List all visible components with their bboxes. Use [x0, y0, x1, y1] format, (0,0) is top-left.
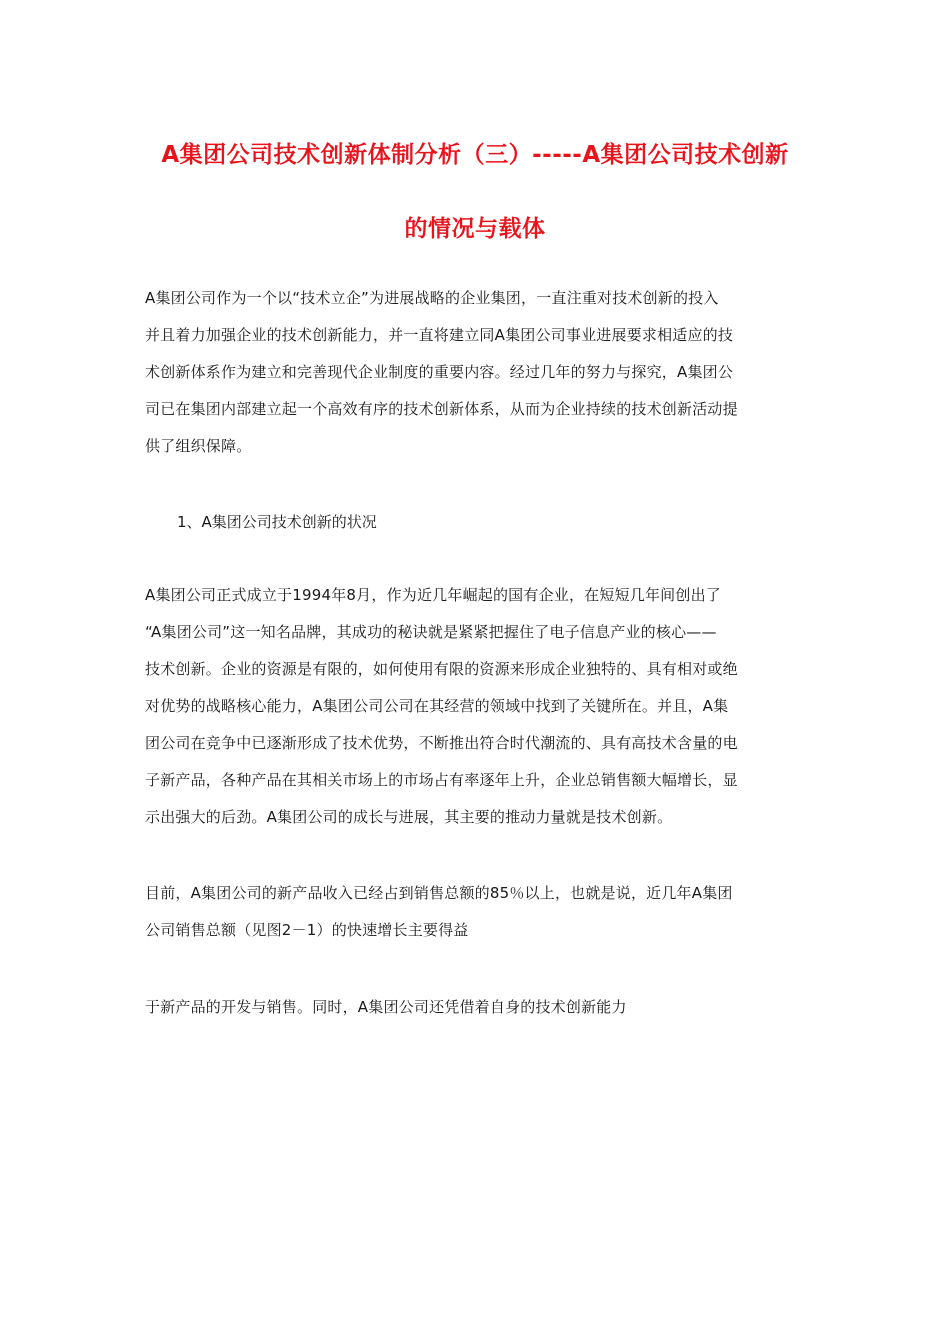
- section-heading: 1、A集团公司技术创新的状况: [177, 513, 377, 531]
- paragraph-intro: [145, 280, 813, 465]
- paragraph-line: 于新产品的开发与销售。同时，A集团公司还凭借着自身的技术创新能力: [145, 998, 627, 1016]
- paragraph-revenue: [145, 875, 813, 949]
- paragraph-line: 并且着力加强企业的技术创新能力，并一直将建立同A集团公司事业进展要求相适应的技: [145, 326, 734, 344]
- paragraph-line: 目前，A集团公司的新产品收入已经占到销售总额的85％以上，也就是说，近几年A集团: [145, 884, 733, 902]
- paragraph-line: “A集团公司”这一知名品牌，其成功的秘诀就是紧紧把握住了电子信息产业的核心——: [145, 623, 717, 641]
- paragraph-line: 公司销售总额（见图2－1）的快速增长主要得益: [145, 921, 469, 939]
- paragraph-line: 子新产品，各种产品在其相关市场上的市场占有率逐年上升，企业总销售额大幅增长，显: [145, 771, 738, 789]
- paragraph-continuation: [145, 989, 813, 1026]
- document-title-line-1: A集团公司技术创新体制分析（三）-----A集团公司技术创新: [161, 142, 789, 168]
- paragraph-line: 示出强大的后劲。A集团公司的成长与进展，其主要的推动力量就是技术创新。: [145, 808, 673, 826]
- paragraph-line: 司已在集团内部建立起一个高效有序的技术创新体系，从而为企业持续的技术创新活动提: [145, 400, 738, 418]
- paragraph-line: 术创新体系作为建立和完善现代企业制度的重要内容。经过几年的努力与探究，A集团公: [145, 363, 734, 381]
- paragraph-status: [145, 577, 813, 836]
- paragraph-line: A集团公司作为一个以“技术立企”为进展战略的企业集团，一直注重对技术创新的投入: [145, 289, 719, 307]
- paragraph-line: 对优势的战略核心能力，A集团公司公司在其经营的领域中找到了关键所在。并且，A集: [145, 697, 729, 715]
- paragraph-line: 供了组织保障。: [145, 437, 252, 455]
- paragraph-line: A集团公司正式成立于1994年8月，作为近几年崛起的国有企业，在短短几年间创出了: [145, 586, 721, 604]
- paragraph-line: 技术创新。企业的资源是有限的，如何使用有限的资源来形成企业独特的、具有相对或绝: [145, 660, 738, 678]
- document-title-line-2: 的情况与载体: [404, 216, 546, 242]
- paragraph-line: 团公司在竞争中已逐渐形成了技术优势，不断推出符合时代潮流的、具有高技术含量的电: [145, 734, 738, 752]
